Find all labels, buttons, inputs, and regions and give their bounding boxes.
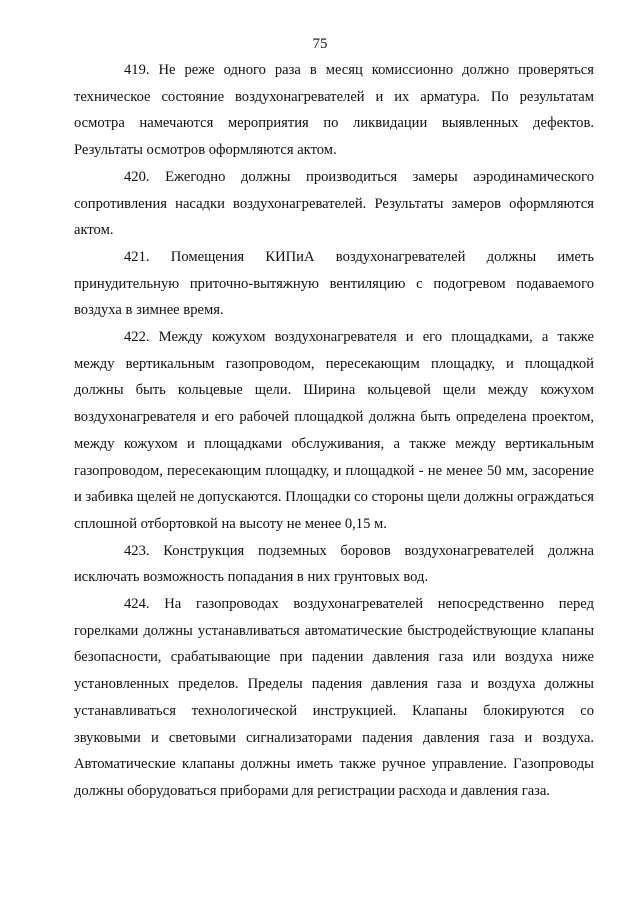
paragraph-423: 423. Конструкция подземных боровов воздухонагревателей должна исключать возможность попадания в них грунтовых вод. (74, 542, 594, 586)
page-number: 75 (312, 36, 328, 52)
paragraph-424: 424. На газопроводах воздухонагревателей непосредственно перед горелками должны устанавливаться автоматические быстродействующие клапаны безопасности, срабатывающие при падении давления газа или воздуха ниже установленных пределов. Пределы падения давления газа и воздуха должны устанавливаться технологической инструкцией. Клапаны блокируются со звуковыми и световыми сигнализаторами падения давления газа и воздуха. Автоматические клапаны должны иметь также ручное управление. Газопроводы должны оборудоваться приборами для регистрации расхода и давления газа. (74, 596, 594, 799)
paragraph-420: 420. Ежегодно должны производиться замеры аэродинамического сопротивления насадки воздухонагревателей. Результаты замеров оформляются актом. (74, 168, 594, 239)
paragraph-422: 422. Между кожухом воздухонагревателя и его площадками, а также между вертикальным газопроводом, пересекающим площадку, и площадкой должны быть кольцевые щели. Ширина кольцевой щели между кожухом воздухонагревателя и его рабочей площадкой должна быть определена проектом, между кожухом и площадками обслуживания, а также между вертикальным газопроводом, пересекающим площадку, и площадкой - не менее 50 мм, засорение и забивка щелей не допускаются. Площадки со стороны щели должны ограждаться сплошной отбортовкой на высоту не менее 0,15 м. (74, 329, 594, 532)
document-body (74, 57, 594, 805)
paragraph-421: 421. Помещения КИПиА воздухонагревателей должны иметь принудительную приточно-вытяжную вентиляцию с подогревом подаваемого воздуха в зимнее время. (74, 248, 594, 319)
paragraph-419: 419. Не реже одного раза в месяц комиссионно должно проверяться техническое состояние воздухонагревателей и их арматура. По результатам осмотра намечаются мероприятия по ликвидации выявленных дефектов. Результаты осмотров оформляются актом. (74, 62, 594, 159)
